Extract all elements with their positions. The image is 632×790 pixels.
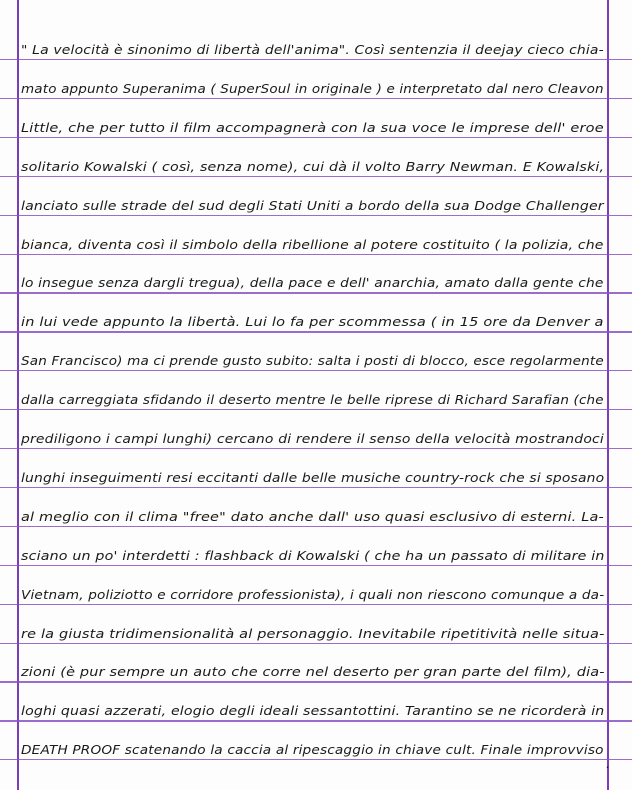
text-line: San Francisco) ma ci prende gusto subito: salta i posti di blocco, esce regolarmente bbox=[21, 353, 604, 369]
text-line: mato appunto Superanima ( SuperSoul in originale ) e interpretato dal nero Cleavon bbox=[21, 80, 604, 96]
text-line: re la giusta tridimensionalità al personaggio. Inevitabile ripetitività nelle situa- bbox=[21, 625, 605, 641]
text-line: Vietnam, poliziotto e corridore professionista), i quali non riescono comunque a da- bbox=[21, 586, 605, 602]
ruled-line bbox=[0, 565, 632, 566]
text-line: sciano un po' interdetti : flashback di Kowalski ( che ha un passato di militare in bbox=[21, 547, 605, 563]
ruled-line bbox=[0, 643, 632, 644]
ruled-line bbox=[0, 526, 632, 527]
text-line: in lui vede appunto la libertà. Lui lo fa per scommessa ( in 15 ore da Denver a bbox=[21, 314, 604, 330]
ruled-line bbox=[0, 254, 632, 255]
ruled-line bbox=[0, 137, 632, 138]
ruled-line bbox=[0, 681, 632, 682]
text-line: lunghi inseguimenti resi eccitanti dalle belle musiche country-rock che si sposano bbox=[21, 469, 605, 485]
left-margin-line bbox=[17, 0, 19, 790]
text-line: bianca, diventa così il simbolo della ribellione al potere costituito ( la polizia, che bbox=[21, 236, 604, 252]
ruled-line bbox=[0, 176, 632, 177]
ruled-line bbox=[0, 409, 632, 410]
ruled-line bbox=[0, 59, 632, 60]
text-line: DEATH PROOF scatenando la caccia al ripescaggio in chiave cult. Finale improvviso bbox=[21, 742, 604, 758]
text-line: lo insegue senza dargli tregua), della pace e dell' anarchia, amato dalla gente che bbox=[21, 275, 604, 291]
text-line: al meglio con il clima "free" dato anche dall' uso quasi esclusivo di esterni. La- bbox=[21, 508, 604, 524]
ruled-line bbox=[0, 759, 632, 760]
ruled-line bbox=[0, 448, 632, 449]
ruled-line bbox=[0, 604, 632, 605]
ruled-line bbox=[0, 720, 632, 721]
ruled-line bbox=[0, 98, 632, 99]
text-line: solitario Kowalski ( così, senza nome), cui dà il volto Barry Newman. E Kowalski, bbox=[21, 158, 605, 174]
text-line: dalla carreggiata sfidando il deserto mentre le belle riprese di Richard Sarafian (che bbox=[21, 392, 604, 408]
text-line: " La velocità è sinonimo di libertà dell'anima". Così sentenzia il deejay cieco chia- bbox=[21, 42, 604, 57]
text-line: loghi quasi azzerati, elogio degli ideali sessantottini. Tarantino se ne ricorderà in bbox=[21, 703, 605, 719]
ruled-line bbox=[0, 331, 632, 332]
ruled-line bbox=[0, 370, 632, 371]
ruled-line bbox=[0, 292, 632, 293]
text-line: Little, che per tutto il film accompagnerà con la sua voce le imprese dell' eroe bbox=[21, 119, 604, 135]
trailing-mark: . bbox=[606, 756, 611, 771]
text-line: zioni (è pur sempre un auto che corre nel deserto per gran parte del film), dia- bbox=[21, 664, 605, 680]
text-line: prediligono i campi lunghi) cercano di rendere il senso della velocità mostrandoci bbox=[21, 431, 604, 446]
text-line: lanciato sulle strade del sud degli Stati Uniti a bordo della sua Dodge Challenger bbox=[21, 197, 604, 213]
ruled-line bbox=[0, 487, 632, 488]
ruled-line bbox=[0, 215, 632, 216]
